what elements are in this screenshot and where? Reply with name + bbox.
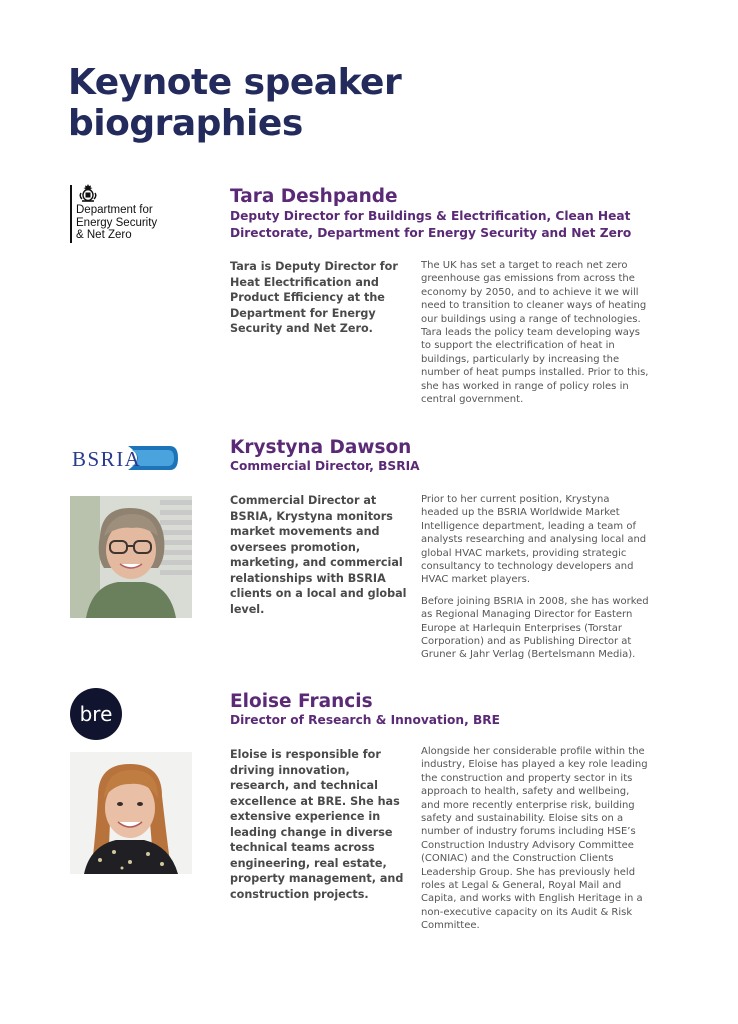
speaker-detail (421, 493, 649, 670)
speaker-role (230, 712, 640, 729)
detail-paragraph: Alongside her considerable profile within the industry, Eloise has played a key role leading the construction and property sector in its approach to health, safety and wellbeing, and more recently enterprise risk, building safety and sustainability. Eloise sits on a number of industry forums including HSE’s Construction Industry Advisory Committee (CONIAC) and the Construction Clients Leadership Group. She has previously held roles at Legal & General, Royal Mail and Capita, and works with English Heritage in a non-executive capacity on its Audit & Risk Committee. (421, 746, 648, 932)
speaker-summary: Tara is Deputy Director for Heat Electrification and Product Efficiency at the Department for Energy Security and Net Zero. (230, 260, 398, 335)
speaker-detail (421, 745, 649, 941)
speaker-name: Krystyna Dawson (230, 437, 412, 458)
speaker-summary: Eloise is responsible for driving innovation, research, and technical excellence at BRE. She has extensive experience in leading change in diverse technical teams across engineering, real estate, property management, and construction projects. (230, 748, 404, 901)
speaker-detail (421, 259, 649, 414)
royal-crest-icon (78, 183, 98, 203)
speaker-photo-krystyna (70, 496, 192, 618)
speaker-name: Eloise Francis (230, 691, 373, 712)
bre-logo (70, 688, 122, 740)
detail-paragraph: Before joining BSRIA in 2008, she has worked as Regional Managing Director for Eastern Europe at Harlequin Enterprises (Torstar Corporation) and as Publishing Director at Gruner & Jahr Verlag (Bertelsmann Media). (421, 595, 649, 661)
speaker-role-line2: Directorate, Department for Energy Security and Net Zero (230, 226, 632, 240)
speaker-role-line1: Director of Research & Innovation, BRE (230, 713, 500, 727)
bsria-logo (70, 442, 178, 474)
desnz-logo-text: Department for Energy Security & Net Zero (76, 204, 158, 241)
speaker-summary: Commercial Director at BSRIA, Krystyna monitors market movements and oversees promotion, marketing, and commercial relationships with BSRIA clients on a local and global level. (230, 494, 407, 616)
speaker-role-line1: Deputy Director for Buildings & Electrification, Clean Heat (230, 209, 631, 223)
page-title-line1: Keynote speaker (68, 62, 402, 103)
page-title (68, 62, 401, 144)
speaker-photo-eloise (70, 752, 192, 874)
detail-paragraph: The UK has set a target to reach net zero greenhouse gas emissions from across the economy by 2050, and to achieve it we will need to transition to cleaner ways of heating our buildings using a range of technologies. Tara leads the policy team developing ways to support the electrification of heat in buildings, particularly by increasing the number of heat pumps installed. Prior to this, she has worked in range of policy roles in central government. (421, 260, 649, 406)
bre-logo-text: bre (79, 702, 113, 726)
page-title-line2: biographies (68, 103, 303, 144)
speaker-name: Tara Deshpande (230, 186, 398, 207)
speaker-role (230, 458, 640, 475)
bsria-logo-text: BSRIA (72, 447, 142, 471)
detail-paragraph: Prior to her current position, Krystyna headed up the BSRIA Worldwide Market Intelligence department, leading a team of analysts researching and analysing local and global HVAC markets, providing strategic consultancy to technology developers and HVAC market players. (421, 494, 647, 586)
logo-rule (70, 185, 72, 243)
speaker-role-line1: Commercial Director, BSRIA (230, 459, 420, 473)
speaker-role (230, 208, 640, 242)
